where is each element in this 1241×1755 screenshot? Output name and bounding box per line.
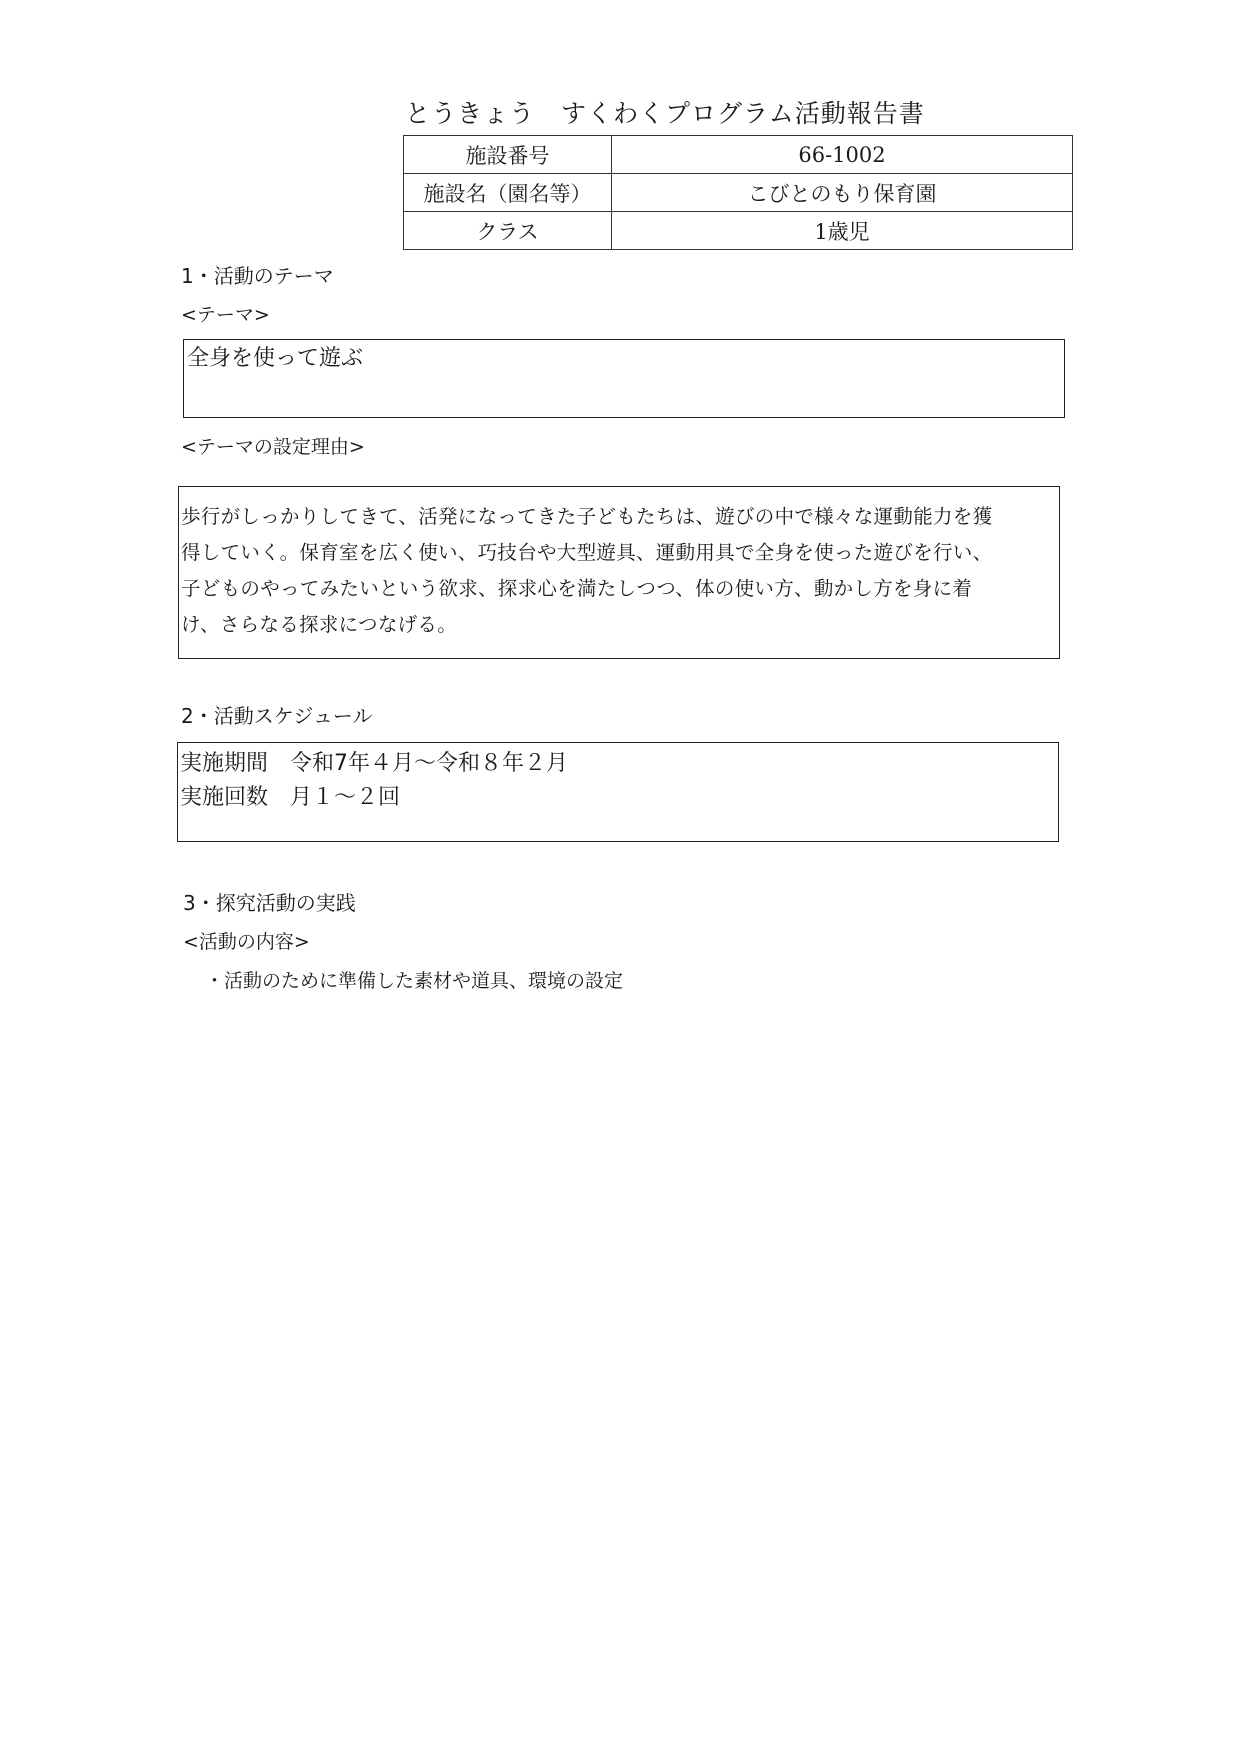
theme-label: <テーマ> xyxy=(181,304,270,326)
reason-line: 歩行がしっかりしてきて、活発になってきた子どもたちは、遊びの中で様々な運動能力を獲 xyxy=(181,505,993,528)
reason-line: 子どものやってみたいという欲求、探求心を満たしつつ、体の使い方、動かし方を身に着 xyxy=(181,577,973,600)
facility-name-label: 施設名（園名等） xyxy=(404,174,612,212)
reason-label: <テーマの設定理由> xyxy=(181,436,365,458)
facility-number-label: 施設番号 xyxy=(404,136,612,174)
schedule-box xyxy=(177,742,1059,842)
class-value: 1歳児 xyxy=(612,212,1073,250)
page-title: とうきょう すくわくプログラム活動報告書 xyxy=(405,99,925,128)
reason-box xyxy=(178,486,1060,659)
reason-line: け、さらなる探求につなげる。 xyxy=(181,613,458,636)
content-label: <活動の内容> xyxy=(183,931,310,953)
table-row xyxy=(404,212,1073,250)
reason-line: 得していく。保育室を広く使い、巧技台や大型遊具、運動用具で全身を使った遊びを行い、 xyxy=(181,541,993,564)
theme-box xyxy=(183,339,1065,418)
schedule-count: 実施回数 月１～２回 xyxy=(180,785,401,810)
section3-heading: 3・探究活動の実践 xyxy=(183,891,356,915)
section2-heading: 2・活動スケジュール xyxy=(181,704,373,728)
theme-text: 全身を使って遊ぶ xyxy=(187,346,364,371)
class-label: クラス xyxy=(404,212,612,250)
facility-number-value: 66-1002 xyxy=(612,136,1073,174)
table-row xyxy=(404,174,1073,212)
table-row xyxy=(404,136,1073,174)
facility-name-value: こびとのもり保育園 xyxy=(612,174,1073,212)
facility-info-table xyxy=(403,135,1073,250)
section1-heading: 1・活動のテーマ xyxy=(181,264,334,288)
schedule-period: 実施期間 令和7年４月～令和８年２月 xyxy=(180,751,568,776)
list-item: ・活動のために準備した素材や道具、環境の設定 xyxy=(205,970,624,992)
